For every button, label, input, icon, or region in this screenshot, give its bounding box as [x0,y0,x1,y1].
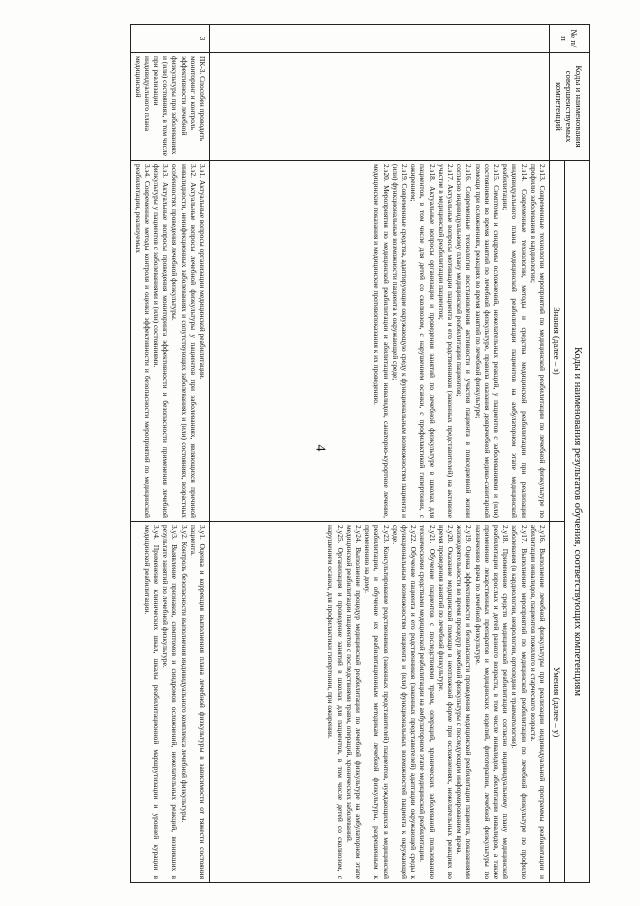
skills-cell [210,522,550,883]
knowledge-item: 2.з15. Симптомы и синдромы осложнений, нежелательных реакций, у пациентов с заболеваниями и (или) состояниями во время занятий по лечебной физкультуре, правила оказания доврачебной медико-санитарной помощи при осложнениях, реакциях во время занятий по лечебной физкультуре; [473,164,501,518]
skill-item: 2.у23. Консультирование родственников (законных представителей) пациентов, нуждающихся в медицинской реабилитации, и обучение их реабилитационным методикам лечебной физкультуры, разрешенным к применению на дому. [363,525,391,880]
skill-item: 2.у22. Обучение пациента и его родственников (законных представителей) адаптации окружающей среды к функциональным возможностям пациента и (или) функциональных возможностей пациента к окружающей среде. [390,525,419,880]
skill-item: 2.у24. Выполнение процедур медицинской реабилитации по лечебной физкультуре на амбулаторном этапе медицинской реабилитации пациентов с последствиями травм, операций, хронических заболеваний. [344,525,363,880]
skill-item: 2.у21. Обучение пациентов с последствиями травм, операций, хронических заболеваний пользованию техническими средствами медицинской реабилитации на амбулаторном этапе медицинской реабилитации. [418,525,437,880]
knowledge-item: 2.з17. Актуальные вопросы мотивации пациента и его родственников (законных представителей) на активное участие в медицинской реабилитации пациентов; [436,164,455,518]
skills-cell [131,522,210,883]
knowledge-item: 2.з20. Мероприятия по медицинской реабилитации и абилитации инвалидов, санаторно-курортное лечение, медицинские показания и медицинские противопоказания к их проведению. [372,164,391,518]
knowledge-item: 2.з16. Современные технологии восстановления активности и участия пациента в повседневной жизни согласно индивидуальному плану медицинской реабилитации пациентов; [455,164,474,518]
row-number [210,25,550,53]
header-knowledge: Знания (далее – з) [550,161,565,522]
competency-table [130,24,590,883]
knowledge-cell [131,161,210,522]
knowledge-item: 2.з14. Современные технологии, методы и средства медицинской реабилитации при реализации индивидуального плана медицинской реабилитации пациентов на амбулаторном этапе медицинской реабилитации; [501,164,529,518]
skill-item: 2.у17. Выполнение мероприятий по медицинской реабилитации по лечебной физкультуре по профилю заболевания (в кардиологии, неврологии, ортопедии и травматологии). [510,525,529,880]
knowledge-item: 3.з2. Актуальные вопросы лечебной физкультуры у пациентов при заболеваниях, являющихся причиной инвалидности, неинфекционных заболеваниях и сопутствующих заболеваниях и (или) состояниях, возрастных особенностях проведения лечебной физкультуры. [170,164,198,518]
skill-item: 3.у1. Оценка и коррекция выполнения плана лечебной физкультуры в зависимости от тяжести состояния пациента. [188,525,207,880]
document-rotated [42,24,590,882]
knowledge-item: 3.з1. Актуальные вопросы организации медицинской реабилитации. [198,164,207,380]
knowledge-item: 2.з18. Актуальные вопросы организации и проведения занятий по лечебной физкультуре в школах для пациентов, в том числе для детей со сколиозом, с нарушением осанки, с профилактикой гипертонии, с ожирением; [409,164,437,518]
header-code: Коды и наименования совершенствуемых компетенций [550,53,590,161]
skill-item: 2.у18. Применение средств медицинской реабилитации согласно индивидуальному плану медицинской реабилитации взрослых и детей разного возраста, в том числе инвалидов, абилитации инвалидов, а также применение лекарственных препаратов и медицинских изделий, фитотерапии, лечебной физкультуры по назначению врача по лечебной физкультуре. [473,525,511,880]
row-code [210,53,550,161]
skill-item: 2.у20. Оказание медицинской помощи в неотложной форме при осложнениях, нежелательных реакциях во время проведения занятий по лечебной физкультуре. [436,525,455,880]
skill-item: 2.у25. Организация и проведение занятий в школах для пациентов, в том числе детей со сколиозом, с нарушением осанки, для профилактики гипертонии, при ожирении. [326,525,345,880]
header-skills: Умения (далее – у) [550,522,565,883]
knowledge-item: 2.з19. Современные средства, адаптирующие окружающую среду к функциональным возможностям пациента и (или) функциональные возможности пациента к окружающей среде; [390,164,409,518]
knowledge-item: 3.з4. Современные методы контроля и оценки эффективности и безопасности мероприятий по медицинской реабилитации, реализуемых [133,164,152,518]
knowledge-cell [210,161,550,522]
skill-item: 3.у4. Применение клинических шкал, шкалы реабилитационной маршрутизации и уровней курации в медицинской реабилитации. [142,525,161,880]
skill-item: 3.у3. Выявление признаков, симптомов и синдромов осложнений, нежелательных реакций, возникших в результате занятий по лечебной физкультуре. [161,525,180,880]
page-number: 4 [312,444,328,452]
skill-item: 2.у19. Оценка эффективности и безопасности проведения медицинской реабилитации пациента, показаниями жизнедеятельности во время процедур лечебной физкультуры с последующим информированием врача. [455,525,474,880]
skill-item: 3.у2. Контроль безопасности выполнения индивидуального комплекса лечебной физкультуры. [179,525,189,823]
table-row [131,25,210,883]
header-number: № п/п [550,25,590,53]
row-number: 3 [131,25,210,53]
header-results-group: Коды и наименования результатов обучения, соответствующих компетенциям [565,161,590,883]
knowledge-item: 2.з13. Современные технологии мероприятий по медицинской реабилитации по лечебной физкультуре по профилю заболевания в кардиологии; [528,164,547,518]
skill-item: 2.у16. Выполнение лечебной физкультуры при реализации индивидуальной программы реабилитации и абилитации инвалидов, пациентов пожилого и старческого возраста. [528,525,547,880]
knowledge-item: 3.з3. Актуальные вопросы проведения мониторинга эффективности и безопасности применения лечебной физкультуры у пациентов с заболеваниями и (или) состояниями. [151,164,171,518]
row-code: ПК-3. Способен проводить мониторинг и контроль эффективности лечебной физкультуры при заболеваниях и (или) состояниях, в том числе при реализации индивидуального плана медицинской [131,53,210,161]
table-row [210,25,550,883]
